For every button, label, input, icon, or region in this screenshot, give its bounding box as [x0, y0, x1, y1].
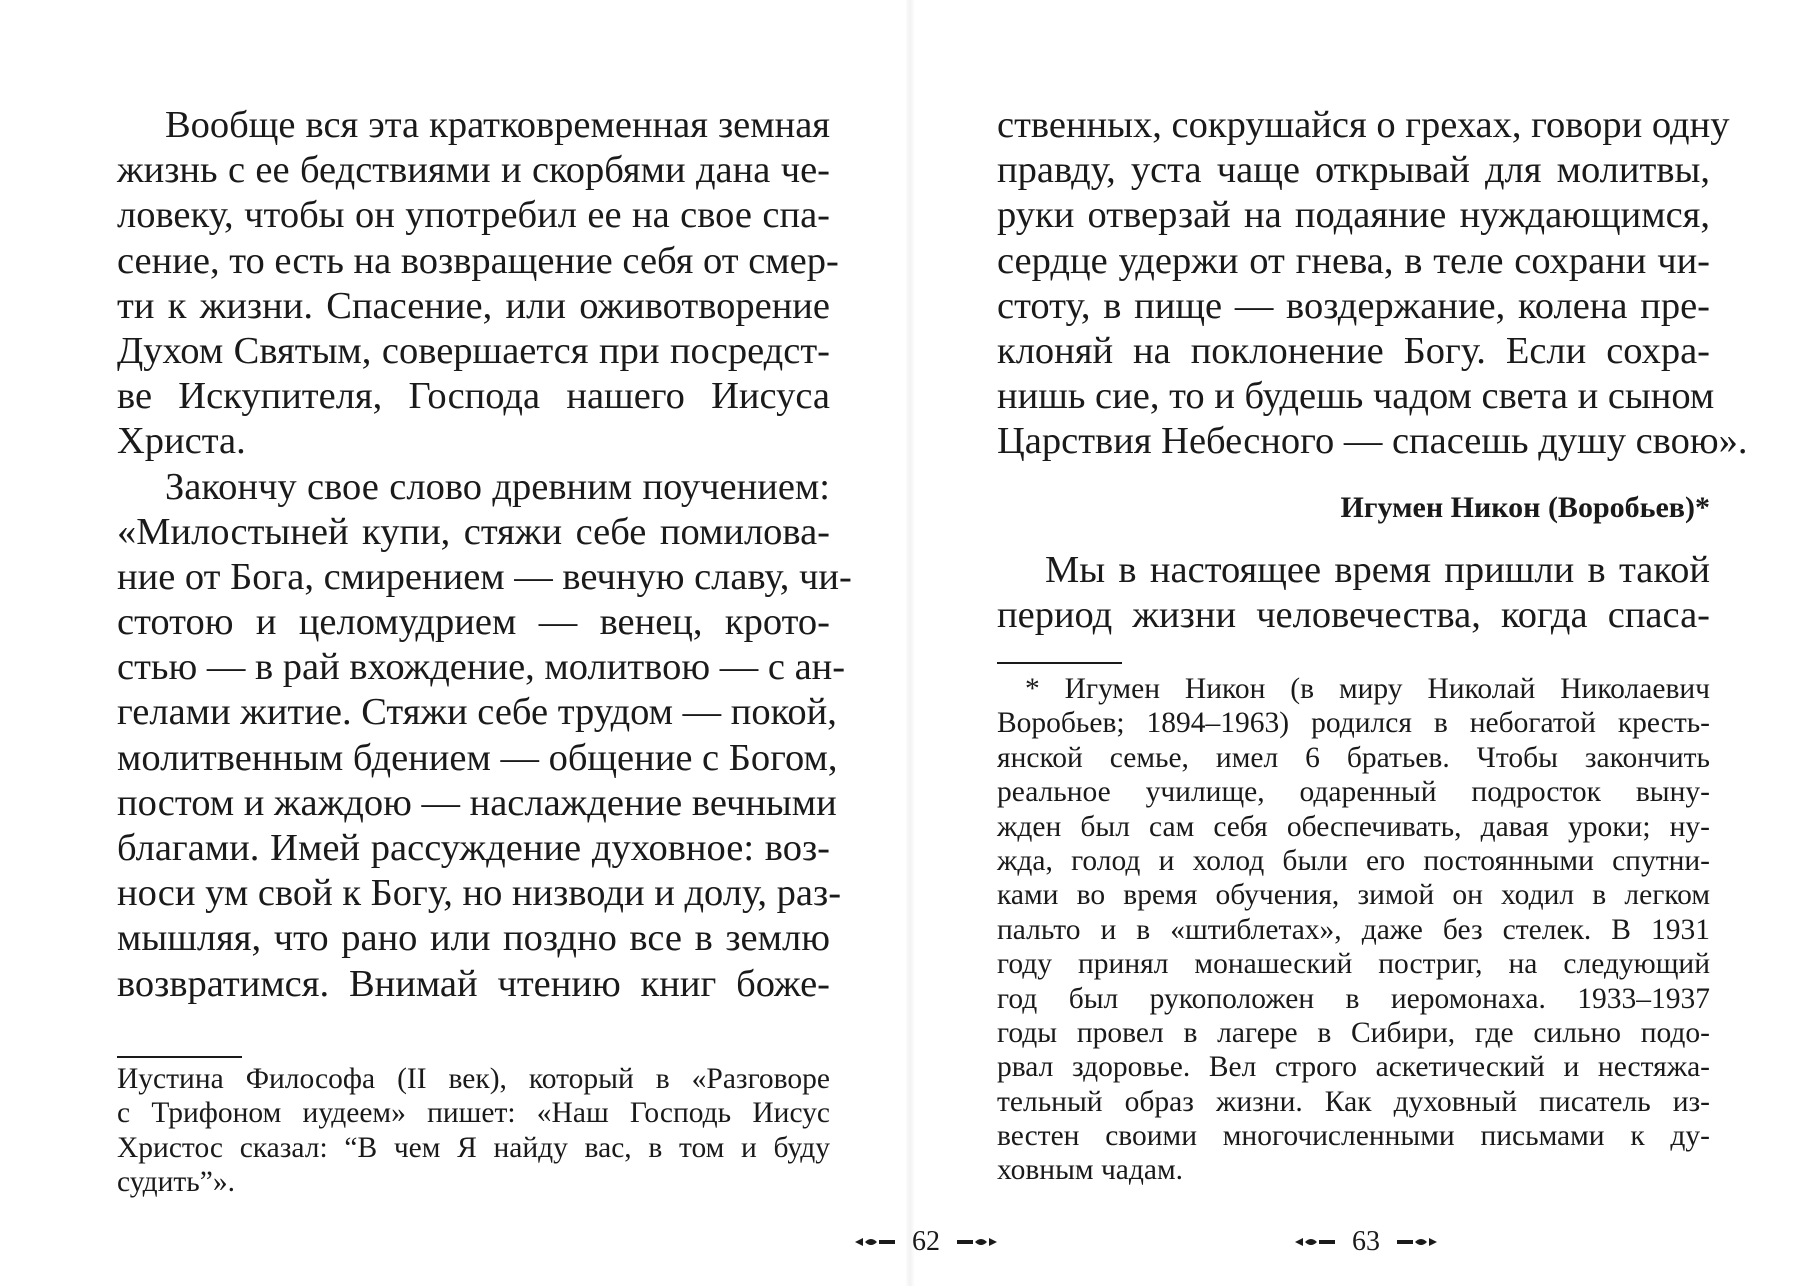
footnote-line: реальное училище, одаренный подросток выну-	[997, 776, 1710, 809]
footnote-line: жда, голод и холод были его постоянными спутни-	[997, 844, 1710, 877]
footnote-line: год был рукоположен в иеромонаха. 1933–1937	[997, 982, 1710, 1015]
footnote-line: вестен своими многочисленными письмами к ду-	[997, 1120, 1710, 1153]
text-line: носи ум свой к Богу, но низводи и долу, раз-	[117, 872, 842, 915]
text-line: период жизни человечества, когда спаса-	[997, 593, 1710, 636]
text-line: ве Искупителя, Господа нашего Иисуса	[117, 375, 830, 418]
footnote-line: тельный образ жизни. Как духовный писатель из-	[997, 1085, 1710, 1118]
text-line: сердце удержи от гнева, в теле сохрани чи-	[997, 239, 1710, 282]
text-line: ственных, сокрушайся о грехах, говори одну	[997, 104, 1730, 146]
text-line: руки отверзай на подаяние нуждающимся,	[997, 194, 1710, 237]
text-line: Христа.	[117, 420, 246, 463]
text-line: ловеку, чтобы он употребил ее на свое спа-	[117, 194, 830, 237]
text-line: ти к жизни. Спасение, или оживотворение	[117, 284, 830, 327]
footnote-line: годы провел в лагере в Сибири, где сильно подо-	[997, 1016, 1710, 1049]
footnote-line: пальто и в «штиблетах», даже без стелек. В 1931	[997, 913, 1710, 946]
footnote-line: жден был сам себя обеспечивать, давая уроки; ну-	[997, 810, 1710, 843]
text-line: стоту, в пище — воздержание, колена пре-	[997, 284, 1710, 327]
footnote-line: ховным чадам.	[997, 1154, 1184, 1187]
footnote-rule	[997, 662, 1122, 664]
text-line: возвратимся. Внимай чтению книг боже-	[117, 962, 830, 1005]
text-line: стотою и целомудрием — венец, крото-	[117, 601, 830, 644]
text-line: нишь сие, то и будешь чадом света и сыном	[997, 375, 1715, 418]
author-signature: Игумен Никон (Воробьев)*	[1340, 490, 1710, 524]
page-number: 62	[912, 1225, 940, 1257]
footnote-line: Воробьев; 1894–1963) родился в небогатой кресть-	[997, 707, 1710, 740]
ornament-left-icon	[1293, 1234, 1337, 1250]
page-number: 63	[1352, 1225, 1380, 1257]
text-line: «Милостыней купи, стяжи себе помилова-	[117, 510, 830, 553]
text-line: клоняй на поклонение Богу. Если сохра-	[997, 329, 1710, 372]
footnote-line: Христос сказал: “В чем Я найду вас, в том и буду	[117, 1131, 830, 1164]
text-line: Царствия Небесного — спасешь душу свою».	[997, 420, 1748, 463]
right-main-text	[997, 103, 1748, 638]
text-line: благами. Имей рассуждение духовное: воз-	[117, 827, 830, 869]
footnote-rule	[117, 1056, 242, 1058]
text-line: Закончу свое слово древним поучением:	[165, 465, 830, 508]
right-footnote	[997, 672, 1710, 1188]
text-line: постом и жаждою — наслаждение вечными	[117, 781, 837, 824]
text-line: мышляя, что рано или поздно все в землю	[117, 917, 830, 960]
text-line: правду, уста чаще открывай для молитвы,	[997, 149, 1710, 192]
text-line: ние от Бога, смирением — вечную славу, чи-	[117, 555, 852, 598]
text-line: молитвенным бдением — общение с Богом,	[117, 736, 838, 779]
ornament-right-icon	[1395, 1234, 1439, 1250]
footnote-line: янской семье, имел 6 братьев. Чтобы закончить	[997, 741, 1710, 774]
ornament-left-icon	[853, 1234, 897, 1250]
text-line: Мы в настоящее время пришли в такой	[1045, 548, 1710, 591]
text-line: стью — в рай вхождение, молитвою — с ан-	[117, 646, 846, 689]
text-line: гелами житие. Стяжи себе трудом — покой,	[117, 691, 837, 734]
footnote-line: рвал здоровье. Вел строго аскетический и нестяжа-	[997, 1051, 1710, 1084]
footnote-line: * Игумен Никон (в миру Николай Николаевич	[1025, 673, 1710, 705]
footnote-line: Иустина Философа (II век), который в «Разговоре	[117, 1063, 830, 1095]
text-line: Вообще вся эта кратковременная земная	[165, 104, 830, 146]
footnote-line: ками во время обучения, зимой он ходил в легком	[997, 879, 1710, 912]
text-line: сение, то есть на возвращение себя от смер-	[117, 239, 839, 282]
left-main-text	[117, 103, 852, 1007]
footnote-line: судить”».	[117, 1166, 235, 1199]
footnote-line: с Трифоном иудеем» пишет: «Наш Господь Иисус	[117, 1097, 830, 1130]
text-line: Духом Святым, совершается при посредст-	[117, 329, 830, 372]
left-footnote	[117, 1062, 830, 1200]
right-page	[910, 0, 1820, 1286]
text-line: жизнь с ее бедствиями и скорбями дана че-	[117, 149, 830, 192]
footnote-line: году принял монашеский постриг, на следующий	[997, 948, 1710, 981]
